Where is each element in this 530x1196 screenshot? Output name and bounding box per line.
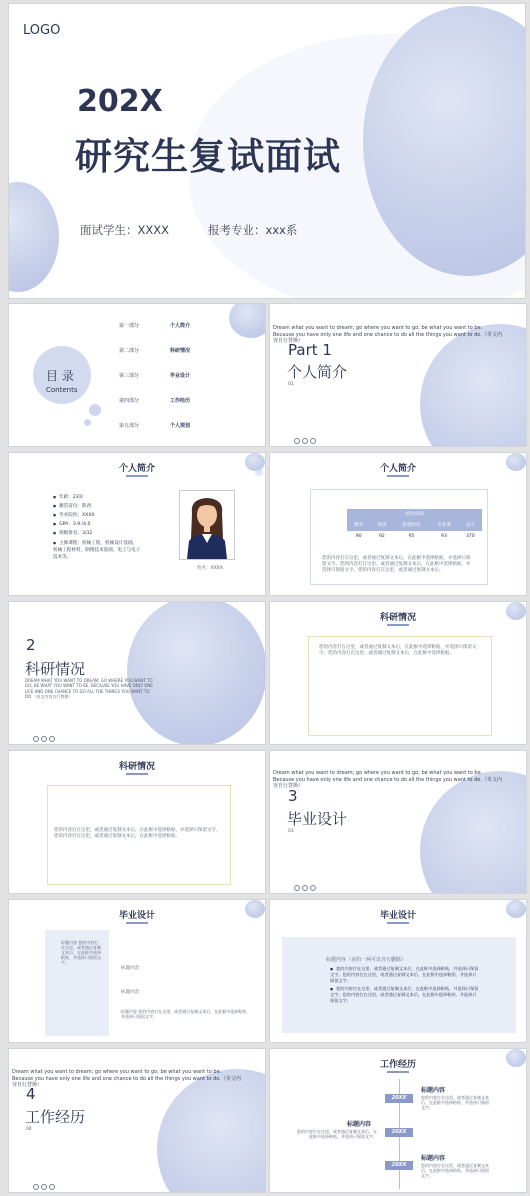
timeline-heading-2: 标题内容: [347, 1121, 372, 1128]
part-sub: 03: [288, 829, 294, 834]
slide-title: 个人简介: [118, 464, 155, 474]
scores-table: [347, 509, 482, 542]
slide-part4[interactable]: [8, 1048, 266, 1193]
prev-icon[interactable]: [294, 885, 300, 891]
quote-text: Dream what you want to dream; go where you want to go; be what you want to be. Because you have only one life and one chance to do all the things you want to do.（英文内容自行替换）: [273, 325, 502, 344]
timeline-heading-3: 标题内容: [421, 1155, 446, 1162]
toc-num-2: 第二部分: [119, 348, 140, 354]
score-value: 90: [347, 531, 370, 542]
nav-controls[interactable]: [294, 438, 316, 444]
toc-num-3: 第三部分: [119, 373, 140, 379]
panel-text: 您的内容打在这里，或者通过复制文本后，在此框中选择粘贴，并选择只保留文字。您的内容打在这里，或者通过复制文本后，在此框中选择粘贴。: [319, 645, 477, 656]
part-label: Part 1: [288, 341, 332, 359]
content-bullet-1: ● 您的内容打在这里，或者通过复制文本后，在此框中选择粘贴，并选择只保留文字。您的内容打在这里，或者通过复制文本后，在此框中选择粘贴，并选择只保留文字。: [330, 966, 480, 984]
timeline-tag-2: 20XX: [385, 1128, 413, 1137]
content-bullet-2: ● 您的内容打在这里，或者通过复制文本后，在此框中选择粘贴，并选择只保留文字。您的内容打在这里，或者通过复制文本后，在此框中选择粘贴，并选择只保留文字。: [330, 986, 480, 1004]
content-bullets: [330, 966, 480, 1004]
timeline-text-1: 您的内容打在这里，或者通过复制文本后，在此框中选择粘贴，并选择只保留文字。: [421, 1095, 489, 1110]
prev-icon[interactable]: [33, 1184, 39, 1190]
score-header: 英语: [370, 519, 393, 531]
prev-icon[interactable]: [294, 438, 300, 444]
cover-major: 报考专业：xxx系: [208, 223, 298, 237]
part-num: 4: [26, 1085, 36, 1103]
content-heading: 标题内容（多的一两可以自行删除）: [326, 957, 407, 963]
decor-circle-large: [127, 601, 266, 745]
profile-gpa: ● GPA：3.9 /4.0: [53, 520, 141, 529]
title-underline: [387, 922, 409, 924]
slide-title: 毕业设计: [118, 911, 155, 921]
home-icon[interactable]: [302, 438, 308, 444]
next-icon[interactable]: [310, 438, 316, 444]
side-panel-text: 标题内容 您的内容打在这里，或者通过复制文本后，在此框中选择粘贴，并选择只保留文字。: [61, 940, 101, 965]
part-title: 科研情况: [25, 660, 86, 678]
timeline-tag-3: 20XX: [385, 1161, 413, 1170]
score-header: 思想政治: [394, 519, 430, 531]
slide-contents[interactable]: [8, 303, 266, 447]
cover-title: 研究生复试面试: [75, 135, 341, 178]
nav-controls[interactable]: [33, 736, 55, 742]
toc-num-1: 第一部分: [119, 323, 140, 329]
next-icon[interactable]: [49, 736, 55, 742]
design-label-1: 标题内容: [121, 966, 139, 971]
slide-research-1[interactable]: [269, 601, 527, 745]
title-underline: [126, 922, 148, 924]
profile-age: ● 年龄：23岁: [53, 493, 141, 502]
slide-research-2[interactable]: [8, 750, 266, 894]
slide-title: 科研情况: [118, 762, 155, 772]
slide-part1[interactable]: [269, 303, 527, 447]
score-header: 数学: [347, 519, 370, 531]
design-bottom-text: 标题内容 您的内容打在这里，或者通过复制文本后，在此框中选择粘贴，并选择只保留文字。: [121, 1009, 251, 1019]
profile-hometown: ● 籍贯省份：陕西: [53, 502, 141, 511]
design-label-2: 标题内容: [121, 990, 139, 995]
title-underline: [126, 773, 148, 775]
profile-school: ● 毕业院校：XXXX: [53, 511, 141, 520]
contents-subtitle: Contents: [46, 386, 78, 394]
title-underline: [387, 624, 409, 626]
slide-cover[interactable]: [8, 3, 526, 299]
timeline-text-3: 您的内容打在这里，或者通过复制文本后，在此框中选择粘贴，并选择只保留文字。: [421, 1163, 489, 1178]
avatar-caption: 姓名：XXXX: [197, 566, 223, 571]
slide-design-2[interactable]: [269, 899, 527, 1043]
logo: LOGO: [23, 23, 61, 38]
part-num: 3: [288, 787, 298, 805]
decor-circle: [229, 303, 266, 338]
profile-list: [53, 493, 141, 561]
slide-title: 个人简介: [379, 464, 416, 474]
part-num: 01: [288, 382, 294, 387]
slide-part2[interactable]: [8, 601, 266, 745]
score-value: 93: [429, 531, 458, 542]
profile-rank: ● 班级排名：3/32: [53, 529, 141, 538]
nav-controls[interactable]: [33, 1184, 55, 1190]
part-title: 工作经历: [25, 1108, 86, 1126]
score-value: 92: [370, 531, 393, 542]
quote-text: DREAM WHAT YOU WANT TO DREAM; GO WHERE YOU WANT TO GO; BE WHAT YOU WANT TO BE. BECAUSE YOU HAVE ONLY ONE LIFE AND ONE CHANCE TO DO ALL THE THINGS YOU WANT TO DO.（英文内容自行替换）: [25, 678, 153, 699]
nav-controls[interactable]: [294, 885, 316, 891]
profile-courses: ● 主修课程：机械工程，机械设计基础，机械工程材料，制图技术基础，电工与电子技术等。: [53, 538, 141, 561]
part-sub: 04: [26, 1127, 32, 1132]
score-value: 370: [459, 531, 482, 542]
slide-part3[interactable]: [269, 750, 527, 894]
home-icon[interactable]: [41, 1184, 47, 1190]
quote-text: Dream what you want to dream; go where you want to go; be what you want to be. Because you have only one life and one chance to do all the things you want to do.（英文内容自行替换）: [273, 770, 502, 789]
cover-student: 面试学生：XXXX: [80, 223, 170, 237]
score-value: 95: [394, 531, 430, 542]
part-num: 2: [26, 636, 36, 654]
decor-circle-small: [8, 182, 59, 292]
toc-label-4[interactable]: 工作经历: [170, 398, 191, 404]
next-icon[interactable]: [49, 1184, 55, 1190]
timeline-heading-1: 标题内容: [421, 1087, 446, 1094]
slide-title: 科研情况: [379, 613, 416, 623]
title-underline: [387, 475, 409, 477]
prev-icon[interactable]: [33, 736, 39, 742]
slide-title: 工作经历: [379, 1060, 416, 1070]
home-icon[interactable]: [41, 736, 47, 742]
title-underline: [387, 1071, 409, 1073]
slide-title: 毕业设计: [379, 911, 416, 921]
toc-num-4: 第四部分: [119, 398, 140, 404]
toc-label-2[interactable]: 科研情况: [170, 348, 191, 354]
scores-table-title: 初试成绩: [347, 509, 482, 519]
slide-work[interactable]: [269, 1048, 527, 1193]
toc-num-5: 第五部分: [119, 423, 140, 429]
timeline-tag-1: 20XX: [385, 1094, 413, 1103]
next-icon[interactable]: [310, 885, 316, 891]
decor-dot-small: [84, 419, 91, 426]
slide-design-1[interactable]: [8, 899, 266, 1043]
avatar-icon: [180, 491, 234, 559]
part-title: 毕业设计: [287, 810, 348, 828]
decor-dot: [89, 404, 101, 416]
slide-scores[interactable]: [269, 452, 527, 596]
panel-text: 您的内容打在这里，或者通过复制文本后，在此框中选择粘贴，并选择只保留文字。您的内容打在这里，或者通过复制文本后，在此框中选择粘贴。: [54, 828, 221, 839]
score-header: 总分: [459, 519, 482, 531]
quote-text: Dream what you want to dream; go where you want to go; be what you want to be. Because you have only one life and one chance to do all the things you want to do.（英文内容自行替换）: [12, 1069, 241, 1088]
cover-year: 202X: [77, 84, 163, 119]
part-title: 个人简介: [287, 363, 348, 381]
avatar: [179, 490, 235, 560]
title-underline: [126, 475, 148, 477]
scores-desc: 您的内容打在这里，或者通过复制文本后，在此框中选择粘贴，并选择只保留文字。您的内容打在这里，或者通过复制文本后，在此框中选择粘贴，并选择只保留文字。您的内容打在这里，或者通过复制文本后。: [322, 556, 471, 573]
timeline-text-2: 您的内容打在这里，或者通过复制文本后，在此框中选择粘贴，并选择只保留文字。: [297, 1129, 377, 1139]
toc-label-1[interactable]: 个人简介: [170, 323, 191, 329]
slide-profile[interactable]: [8, 452, 266, 596]
toc-label-3[interactable]: 毕业设计: [170, 373, 191, 379]
home-icon[interactable]: [302, 885, 308, 891]
score-header: 专业课: [429, 519, 458, 531]
contents-title: 目 录: [46, 369, 74, 383]
toc-label-5[interactable]: 个人规划: [170, 423, 191, 429]
